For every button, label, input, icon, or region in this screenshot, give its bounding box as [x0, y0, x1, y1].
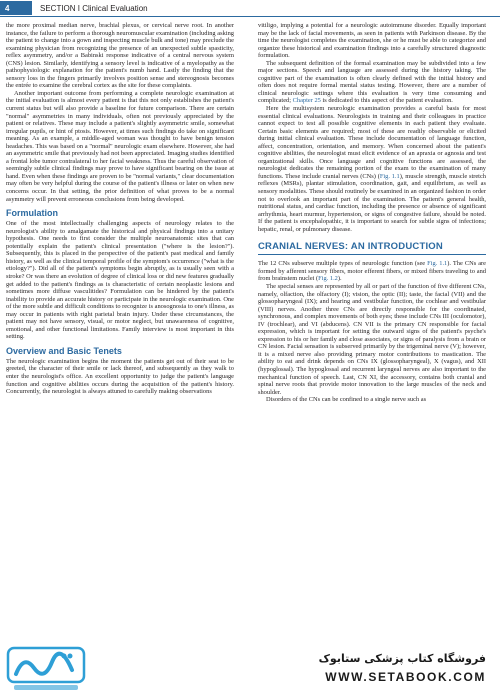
store-url[interactable]: WWW.SETABOOK.COM [325, 670, 486, 684]
setabook-logo-icon [6, 644, 86, 694]
paragraph [258, 105, 486, 233]
right-column [258, 22, 486, 634]
paragraph: One of the most intellectually challenging aspects of neurology relates to the neurologist's ability to amalgamate the historical and physical findings into a unitary hypothesis. One needs to first consider the multiple neuroanatomic sites that can potentially explain the patient's clinical presentation ("where is the lesion?"). Subsequently, this is placed in the perspective of the patient's past medical and family history, as well as the clinical temporal profile of the symptom's occurrence ("what is the etiology?"). Did all of the patient's symptoms begin abruptly, as is usually seen with a stroke? Or was there an evolution of degree of clinical loss or did new features gradually get added to the patient's findings as is characteristic of certain neoplastic lesions and sometimes more diffuse vasculitides? Formulation can be hindered by the patient's inability to provide an accurate history or participate in the neurologic examination. One of the more subtle and difficult conditions to recognize is anosognosia to one's illness, as may occur in patients with right parietal brain injury. Under these circumstances, the patient may not have sensory, visual, or motor neglect, but unawareness of cognitive, emotional, and other functional limitations. Family interview is most important in this setting. [6, 220, 234, 341]
left-column [6, 22, 234, 634]
heading-formulation: Formulation [6, 208, 58, 219]
text-span: The 12 CNs subserve multiple types of neurologic function (see [258, 260, 426, 268]
text-span: is dedicated to this aspect of the patient evaluation. [322, 97, 453, 105]
page-number: 4 [0, 1, 32, 15]
text-span: The subsequent definition of the formal examination may be subdivided into a few major sections. Speech and language are assessed during the history taking. The cognitive part of the examination is often clearly defined with the initial history and often does not require formal mental status testing. However, there are a number of clinical neurologic settings where this evaluation is very time consuming and complicated; [258, 59, 486, 105]
setabook-logo [6, 644, 86, 694]
watermark-footer [0, 640, 500, 700]
chapter-link[interactable]: Chapter 25 [292, 97, 321, 105]
paragraph: vitiligo, implying a potential for a neurologic autoimmune disorder. Equally important may be the lack of facial movements, as seen in patients with Parkinson disease. By the time the neurologist completes the examination, she or he must be able to categorize and organize these historical and examination findings into a carefully structured diagnostic formulation. [258, 22, 486, 60]
heading-overview: Overview and Basic Tenets [6, 345, 122, 356]
text-span: ). [337, 275, 342, 283]
paragraph: Another important outcome from performing a complete neurologic examination at the initial evaluation is almost every patient is that this not only establishes the patient's current status but will also provide a baseline for future comparison. There are certain "normal" asymmetries in many individuals, often not previously appreciated by the patient or relatives. These may include a patient's slightly asymmetric smile, somewhat irregular pupils, or hint of ptosis. However, at times such findings do take on significant meaning. As an example, a middle-aged woman was thought to have benign tension headaches. This was based on a "normal" neurologic exam elsewhere. However, she had an asymmetric smile that previously had not been appreciated. Imaging studies identified a frontal lobe tumor contralateral to her facial weakness. Thus the careful observation of seemingly subtle clinical findings may prove to have significant bearing on the issue at hand. Even when these findings are proven to be "normal variants," clear documentation may often be very helpful during the course of the patient's illness or later on when new concerns occur. In that setting, the prior definition of what proves to be a normal asymmetry will prevent erroneous conclusions from being developed. [6, 89, 234, 203]
store-name: فروشگاه کتاب پزشکی ستابوک [318, 652, 486, 665]
header-rule [0, 16, 500, 17]
running-head: SECTION I Clinical Evaluation [40, 3, 148, 13]
text-span: ), muscle strength, muscle stretch reflexes (MSRs), plantar stimulation, coordination, gait, and equilibrium, as well as sensory modalities. These should routinely be examined in an organized fashion in order not to overlook an important part of the examination. The patient's general health, nutritional status, and cardiac function, including the presence or absence of significant arrhythmia, heart murmur, hypertension, or signs of congestive failure, should be noted. If the patient is encephalopathic, it is important to search for subtle signs of infections; hepatic, renal, or pulmonary disease. [258, 172, 486, 233]
page-header [0, 0, 500, 16]
figure-link[interactable]: Fig. 1.1 [427, 260, 448, 268]
paragraph [258, 260, 486, 283]
text-span: ). The CNs are formed by afferent sensory fibers, motor efferent fibers, or mixed fibers traveling to and from brainstem nuclei ( [258, 260, 486, 283]
paragraph: Disorders of the CNs can be confined to a single nerve such as [266, 396, 427, 404]
figure-link[interactable]: Fig. 1.2 [318, 275, 338, 283]
paragraph: The neurologic examination begins the moment the patients get out of their seat to be greeted, the character of their smile or lack thereof, and subsequently as they walk to enter the neurologist's office. An excellent opportunity to judge the patient's language function and cognitive abilities occurs during the acquisition of the patient's history. Concurrently, the neurologist is always attuned to carefully making observations [6, 357, 234, 396]
text-span: Here the multisystem neurologic examination provides a careful basis for most essential clinical evaluations. Neurologists in training and their colleagues in practice cannot expect to test all possible cognitive elements in each patient they evaluate. Certain basic elements are required; most of these are readily observable or elicited during initial clinical evaluation. These include documentation of language function, affect, concentration, orientation, and memory. When concerned about the patient's cognitive abilities, the neurologist must elicit evidence of an apraxia or agnosia and test organizational skills. Once language and cognitive functions are assessed, the neurologist dedicates the remaining portion of the exam to the examination of many functions. These include cranial nerves (CNs) ( [258, 105, 486, 180]
paragraph: The special senses are represented by all or part of the function of five different CNs, namely, olfaction, the olfactory (I); vision, the optic (II); taste, the facial (VII) and the glossopharyngeal (IX); and hearing and vestibular function, the cochlear and vestibular (VIII) nerves. Another three CNs are directly responsible for the coordinated, synchronous, and complex movements of both eyes; these include CNs III (oculomotor), IV (trochlear), and VI (abducens). CN VII is the primary CN responsible for facial expression, which is important for setting the outward signs of the patient's psyche's expression to his or her family and close associates, or signs of paralysis from a brain or CN lesion. Facial sensation is subserved primarily by the trigeminal nerve (V); however, it is a mixed nerve also providing primary motor contributions to mastication. The ability to eat and drink depends on CNs IX (glossopharyngeal), X (vagus), and XII (hypoglossal). The hypoglossal and recurrent laryngeal nerves are also important to the mechanical function of speech. Last, CN XI, the accessory, contains both cranial and spinal nerve roots that provide motor innovation to the large muscles of the neck and shoulder. [258, 282, 486, 396]
paragraph: the more proximal median nerve, brachial plexus, or cervical nerve root. In another instance, the failure to perform a thorough neuromuscular examination (including asking the patient to change into a gown and inspecting muscle bulk and tone) may preclude the examining physician from recognizing the presence of an unexpected subtle spasticity, reflex asymmetry, and/or a Babinski response indicative of a central nervous system (CNS) lesion. Similarly, identifying a sensory level is indicative of a myelopathy as the pathophysiologic explanation for the patient's numb hand. Lastly the finding that the sensory loss in the fingers primarily involves position sense and stereognosis becomes the entrée to examine the cerebral cortex as the site for these complaints. [6, 22, 234, 90]
figure-link[interactable]: Fig. 1.1 [379, 172, 400, 180]
heading-cranial-nerves: CRANIAL NERVES: AN INTRODUCTION [258, 241, 486, 255]
paragraph [258, 60, 486, 105]
